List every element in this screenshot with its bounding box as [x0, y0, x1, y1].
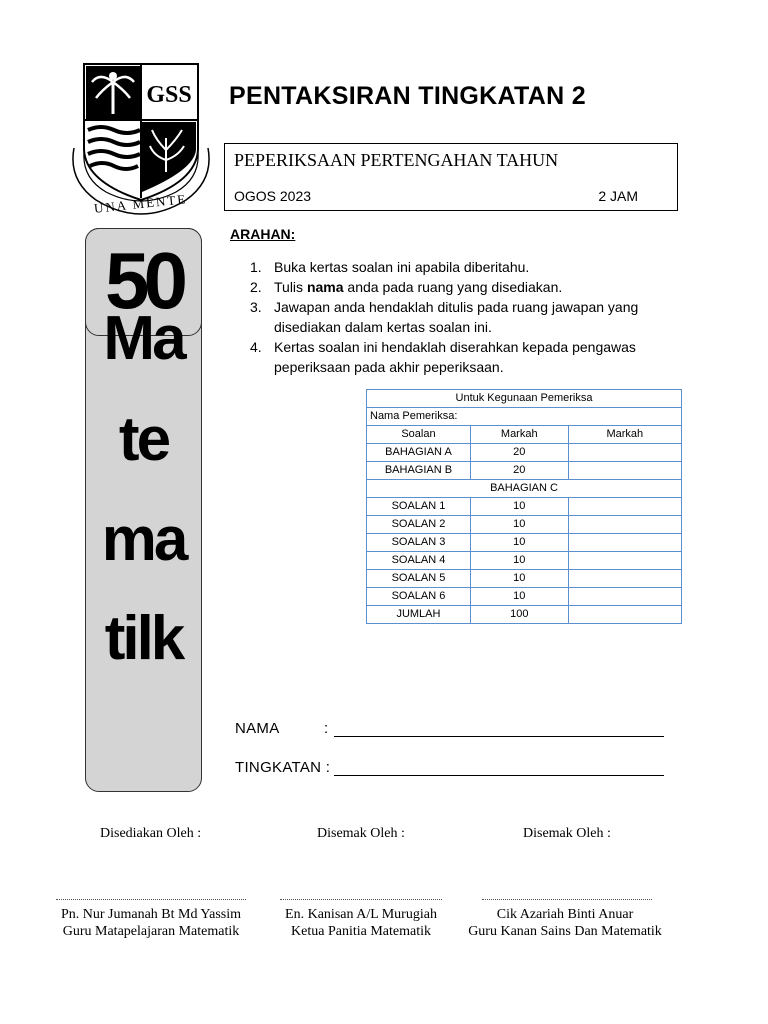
instruction-number: 4. [250, 339, 262, 355]
table-row [367, 498, 682, 516]
table-row [367, 462, 682, 480]
row-score-cell[interactable] [568, 552, 681, 570]
name-field-label: NAMA [235, 720, 280, 737]
exam-duration: 2 JAM [598, 188, 638, 204]
table-row [367, 516, 682, 534]
table-row [367, 552, 682, 570]
exam-name: PEPERIKSAAN PERTENGAHAN TAHUN [234, 150, 559, 170]
subject-syllable: Ma [103, 304, 184, 373]
row-score-cell[interactable] [568, 462, 681, 480]
table-total-row [367, 606, 682, 624]
form-field-label: TINGKATAN : [235, 759, 331, 776]
instruction-number: 3. [250, 299, 262, 315]
instruction-item [250, 337, 680, 377]
row-score-cell[interactable] [568, 498, 681, 516]
exam-info-box [224, 143, 678, 211]
signatory-name: Pn. Nur Jumanah Bt Md Yassim [60, 907, 242, 922]
signatory-name: Cik Azariah Binti Anuar [496, 907, 634, 922]
row-max-mark: 10 [470, 534, 568, 552]
instruction-emphasis: nama [306, 279, 344, 295]
instructions-heading: ARAHAN: [230, 226, 296, 242]
instruction-item [250, 257, 680, 277]
table-row [367, 570, 682, 588]
name-field-colon: : [324, 720, 329, 737]
instruction-text: Jawapan anda hendaklah ditulis pada ruang jawapan yang disediakan dalam kertas soalan ini. [274, 299, 639, 335]
row-score-cell[interactable] [568, 444, 681, 462]
instruction-number: 1. [250, 259, 262, 275]
total-label: JUMLAH [367, 606, 471, 624]
section-c-header: BAHAGIAN C [367, 480, 682, 498]
table-row [367, 444, 682, 462]
table-header: Markah [470, 426, 568, 444]
table-header: Soalan [367, 426, 471, 444]
examiner-table [366, 389, 682, 624]
signature-block [246, 906, 476, 940]
row-label: SOALAN 2 [367, 516, 471, 534]
row-label: SOALAN 5 [367, 570, 471, 588]
row-max-mark: 10 [470, 570, 568, 588]
table-row [367, 588, 682, 606]
row-label: SOALAN 3 [367, 534, 471, 552]
table-title: Untuk Kegunaan Pemeriksa [367, 390, 682, 408]
logo-motto: UNA MENTE [93, 191, 188, 216]
signature-line [482, 899, 652, 900]
total-max-mark: 100 [470, 606, 568, 624]
table-header: Markah [568, 426, 681, 444]
logo-badge-text: GSS [146, 82, 192, 108]
examiner-name-label: Nama Pemeriksa: [367, 408, 682, 426]
row-max-mark: 10 [470, 588, 568, 606]
row-label: SOALAN 4 [367, 552, 471, 570]
table-row [367, 534, 682, 552]
signature-line [280, 899, 442, 900]
instruction-item [250, 297, 680, 337]
subject-syllable: ma [101, 505, 186, 574]
row-max-mark: 10 [470, 498, 568, 516]
school-logo [66, 60, 216, 220]
form-field-line[interactable] [334, 775, 664, 776]
subject-syllable: te [118, 405, 169, 474]
paper-code: 50 [105, 236, 182, 325]
row-max-mark: 10 [470, 516, 568, 534]
name-field-line[interactable] [334, 736, 664, 737]
instructions-list [250, 257, 680, 377]
signatory-position: Guru Kanan Sains Dan Matematik [468, 924, 662, 939]
instruction-text: Buka kertas soalan ini apabila diberitahu. [274, 259, 530, 275]
exam-date: OGOS 2023 [234, 188, 312, 204]
instruction-text: Kertas soalan ini hendaklah diserahkan kepada pengawas peperiksaan pada akhir peperiksaan. [274, 339, 636, 375]
instruction-text: anda pada ruang yang disediakan. [343, 279, 563, 295]
instruction-item [250, 277, 680, 297]
row-score-cell[interactable] [568, 516, 681, 534]
row-max-mark: 20 [470, 462, 568, 480]
signature-role: Disemak Oleh : [317, 826, 405, 841]
page-title: PENTAKSIRAN TINGKATAN 2 [229, 82, 586, 110]
instruction-number: 2. [250, 279, 262, 295]
row-label: SOALAN 6 [367, 588, 471, 606]
row-score-cell[interactable] [568, 588, 681, 606]
signatory-name: En. Kanisan A/L Murugiah [285, 907, 437, 922]
row-max-mark: 20 [470, 444, 568, 462]
row-score-cell[interactable] [568, 570, 681, 588]
row-label: BAHAGIAN A [367, 444, 471, 462]
signature-block [36, 906, 266, 940]
subject-syllable: tilk [104, 604, 183, 673]
signature-line [56, 899, 246, 900]
signature-block [450, 906, 680, 940]
signature-role: Disemak Oleh : [523, 826, 611, 841]
row-score-cell[interactable] [568, 534, 681, 552]
row-max-mark: 10 [470, 552, 568, 570]
signatory-position: Guru Matapelajaran Matematik [62, 924, 240, 939]
total-score-cell[interactable] [568, 606, 681, 624]
row-label: BAHAGIAN B [367, 462, 471, 480]
signatory-position: Ketua Panitia Matematik [291, 924, 431, 939]
row-label: SOALAN 1 [367, 498, 471, 516]
signature-role: Disediakan Oleh : [100, 826, 202, 841]
instruction-text: Tulis [274, 279, 307, 295]
